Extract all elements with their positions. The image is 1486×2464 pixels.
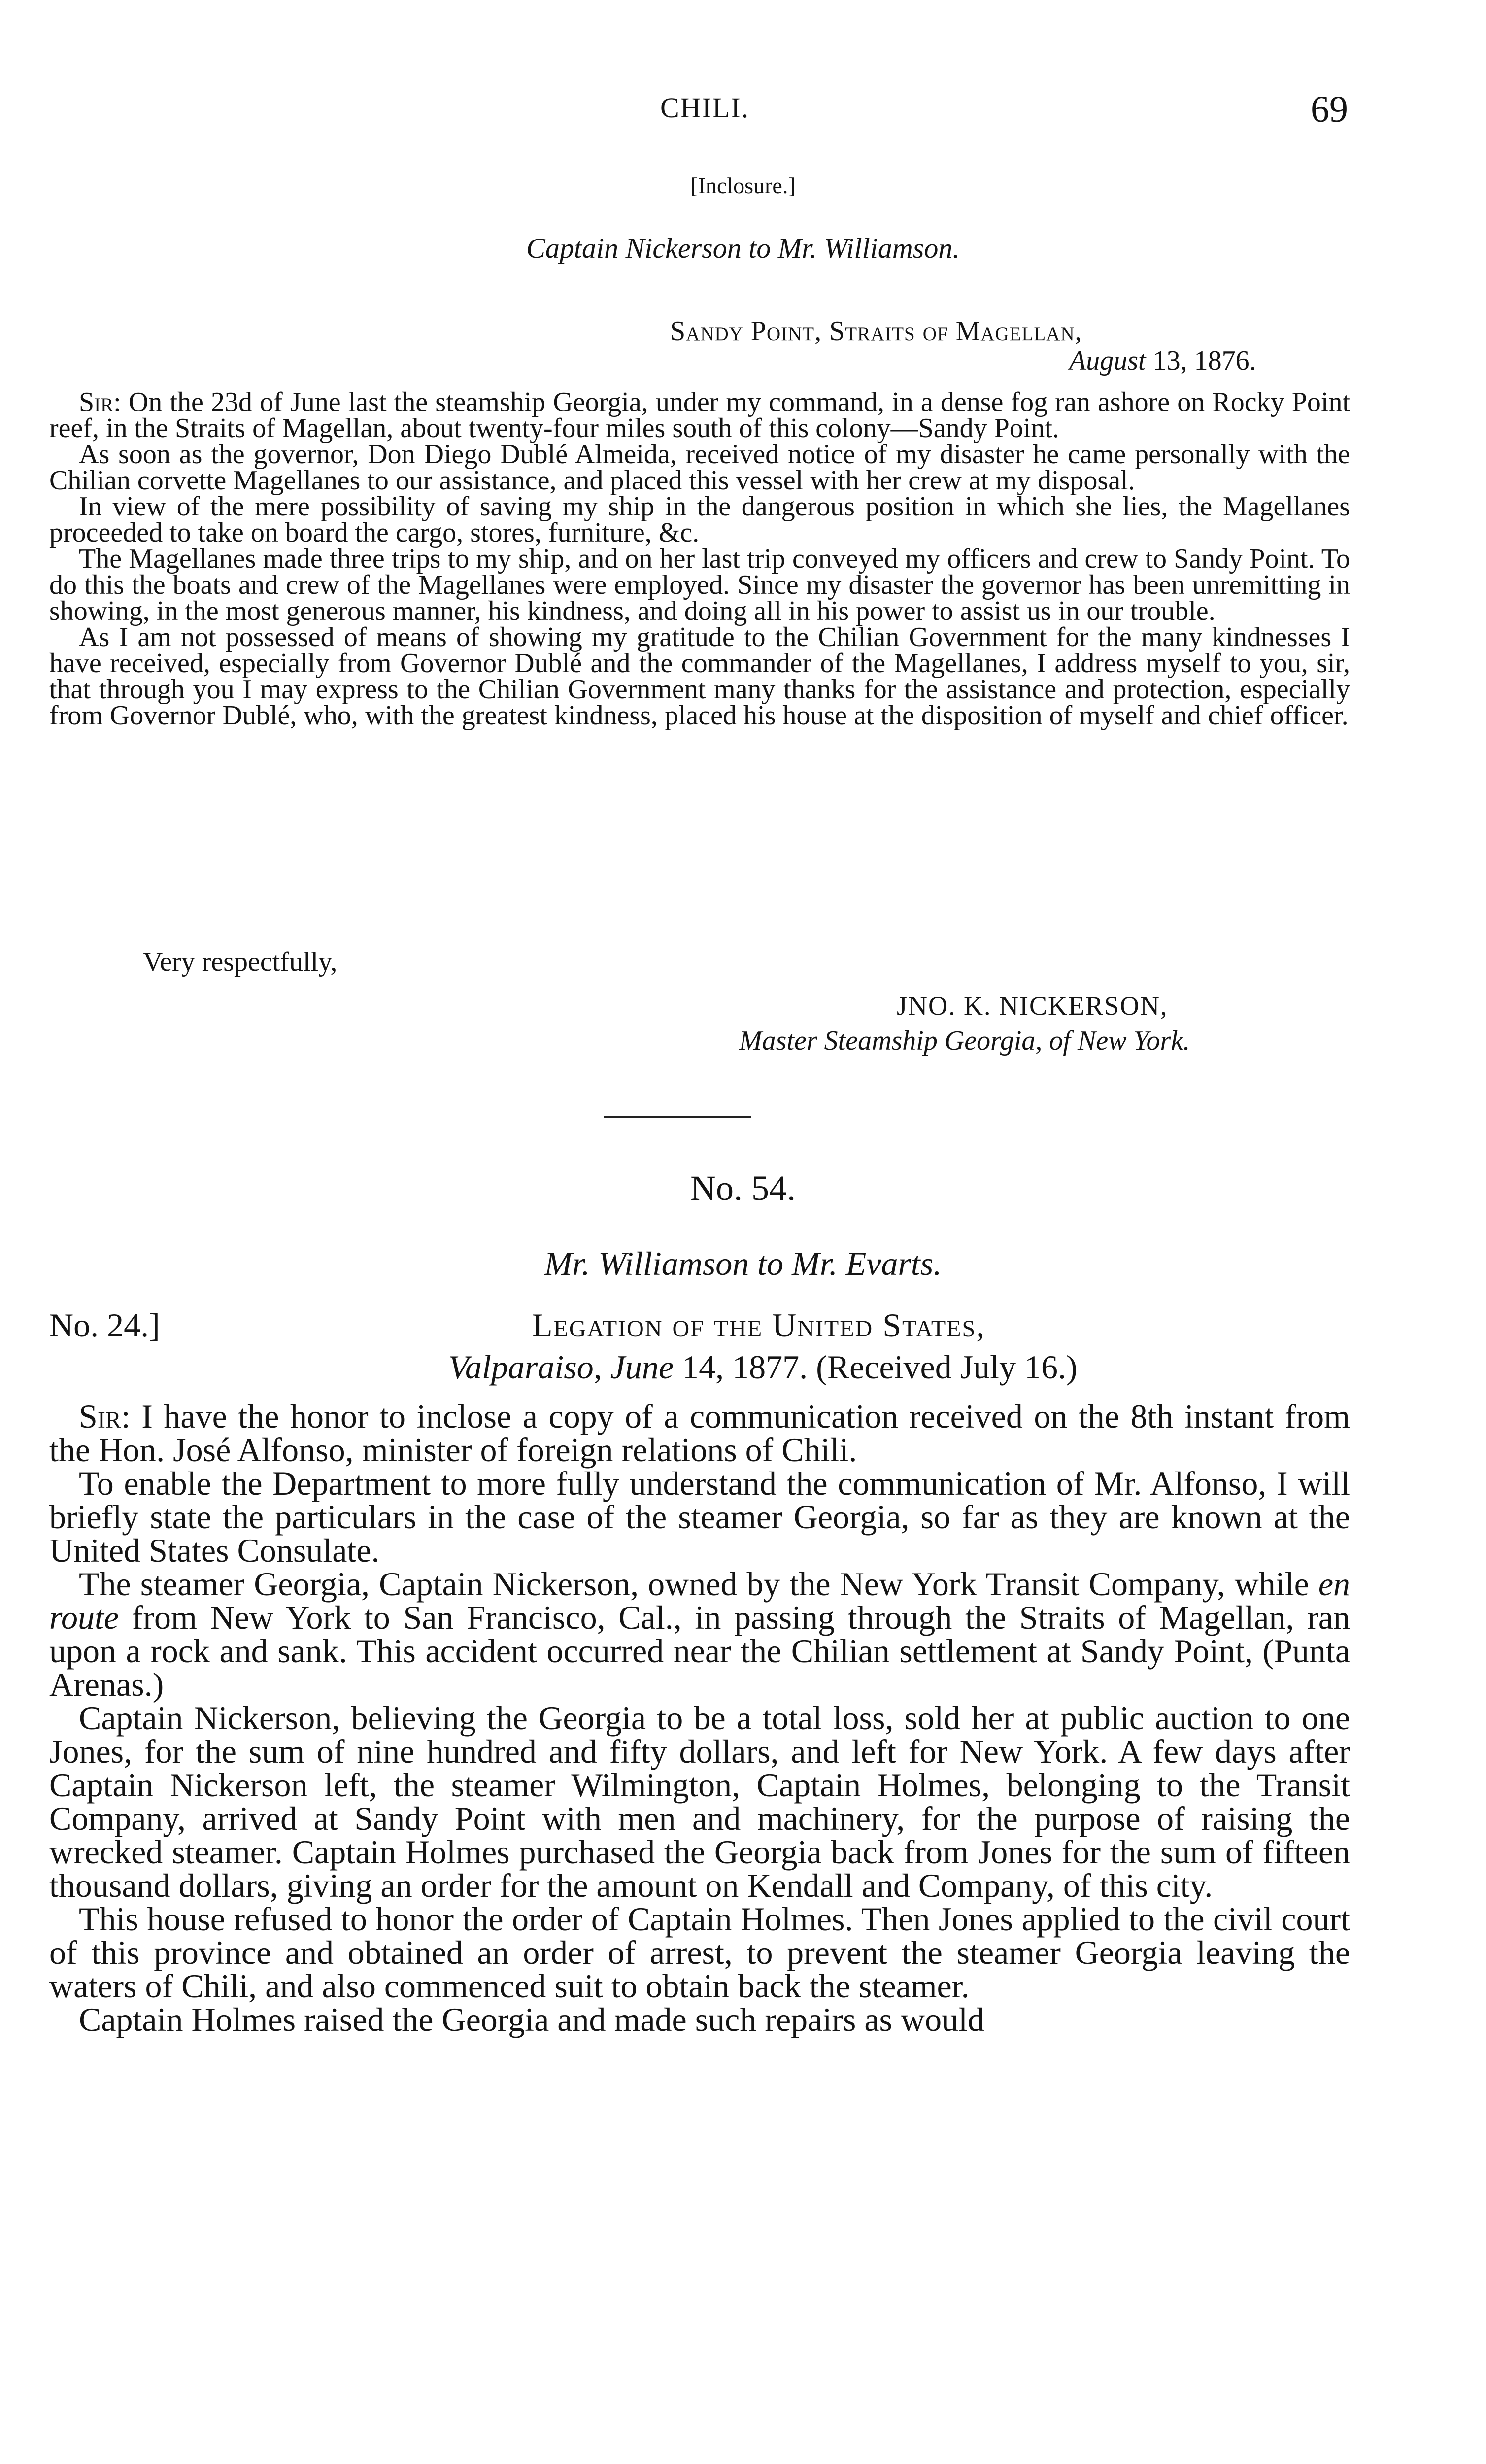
enclosure-paragraph: As I am not possessed of means of showing my gratitude to the Chilian Government for the many kindnesses I have received, especially from Governor Dublé and the commander of the Magellanes, I address myself to you, sir, that through you I may express to the Chilian Government many thanks for the assistance and protection, especially from Governor Dublé, who, with the greatest kindness, placed his house at the disposition of myself and chief officer. [49,622,1350,731]
enclosure-signer-title: Master Steamship Georgia, of New York. [739,1026,1190,1056]
en-route-phrase: en route [49,1565,1350,1636]
despatch-paragraph: The steamer Georgia, Captain Nickerson, owned by the New York Transit Company, while en route from New York to San Francisco, Cal., in passing through the Straits of Magellan, ran upon a rock and sank. This accident occurred near the Chilian settlement at Sandy Point, (Punta Arenas.) [49,1565,1350,1703]
running-title: CHILI. [660,92,750,124]
page-number: 69 [1311,89,1348,130]
despatch-body [49,1400,1350,2036]
despatch-place-date [448,1348,1078,1387]
enclosure-paragraph: Sir: On the 23d of June last the steamship Georgia, under my command, in a dense fog ran ashore on Rocky Point reef, in the Straits of Magellan, about twenty-four miles south of this colony—Sandy Point. [49,387,1350,444]
enclosure-date [1069,345,1256,376]
despatch-paragraph: To enable the Department to more fully understand the communication of Mr. Alfonso, I will briefly state the particulars in the case of the steamer Georgia, so far as they are known at the United States Consulate. [49,1465,1350,1569]
despatch-date: 14, 1877. (Received July 16.) [674,1348,1078,1386]
document-number: No. 54. [690,1168,796,1208]
enclosure-paragraph: The Magellanes made three trips to my ship, and on her last trip conveyed my officers and crew to Sandy Point. To do this the boats and crew of the Magellanes were employed. Since my disaster the governor has been unremitting in showing, in the most generous manner, his kindness, and doing all in his power to assist us in our trouble. [49,544,1350,626]
despatch-place: Valparaiso, June [448,1348,674,1386]
section-divider [604,1116,751,1118]
despatch-paragraph: Captain Holmes raised the Georgia and made such repairs as would [79,2001,984,2038]
despatch-salutation: Sir [79,1398,121,1435]
despatch-paragraph: This house refused to honor the order of Captain Holmes. Then Jones applied to the civil court of this province and obtained an order of arrest, to prevent the steamer Georgia leaving the waters of Chili, and also commenced suit to obtain back the steamer. [49,1900,1350,2005]
despatch-paragraph: Sir: I have the honor to inclose a copy of a communication received on the 8th instant from the Hon. José Alfonso, minister of foreign relations of Chili. [49,1398,1350,1469]
enclosure-date-month: August [1069,345,1146,376]
enclosure-paragraph: In view of the mere possibility of saving my ship in the dangerous position in which she lies, the Magellanes proceeded to take on board the cargo, stores, furniture, &c. [49,491,1350,548]
enclosure-signer: JNO. K. NICKERSON, [897,991,1168,1021]
enclosure-paragraph: As soon as the governor, Don Diego Dublé Almeida, received notice of my disaster he came personally with the Chilian corvette Magellanes to our assistance, and placed this vessel with her crew at my disposal. [49,439,1350,496]
inclosure-label: [Inclosure.] [690,173,796,198]
despatch-number: No. 24.] [49,1306,160,1344]
legation-line: Legation of the United States, [532,1306,986,1344]
despatch-paragraph: Captain Nickerson, believing the Georgia to be a total loss, sold her at public auction to one Jones, for the sum of nine hundred and fifty dollars, and left for New York. A few days after Captain Nickerson left, the steamer Wilmington, Captain Holmes, belonging to the Transit Company, arrived at Sandy Point with men and machinery, for the purpose of raising the wrecked steamer. Captain Holmes purchased the Georgia back from Jones for the sum of fifteen thousand dollars, giving an order for the amount on Kendall and Company, of this city. [49,1699,1350,1904]
running-head [0,91,1486,131]
enclosure-salutation: Sir [79,387,114,417]
enclosure-body [49,389,1350,729]
enclosure-place: Sandy Point, Straits of Magellan, [670,316,1082,346]
enclosure-date-rest: 13, 1876. [1146,345,1256,376]
despatch-heading: Mr. Williamson to Mr. Evarts. [544,1245,942,1282]
enclosure-heading: Captain Nickerson to Mr. Williamson. [526,232,960,264]
enclosure-closing: Very respectfully, [143,947,338,977]
